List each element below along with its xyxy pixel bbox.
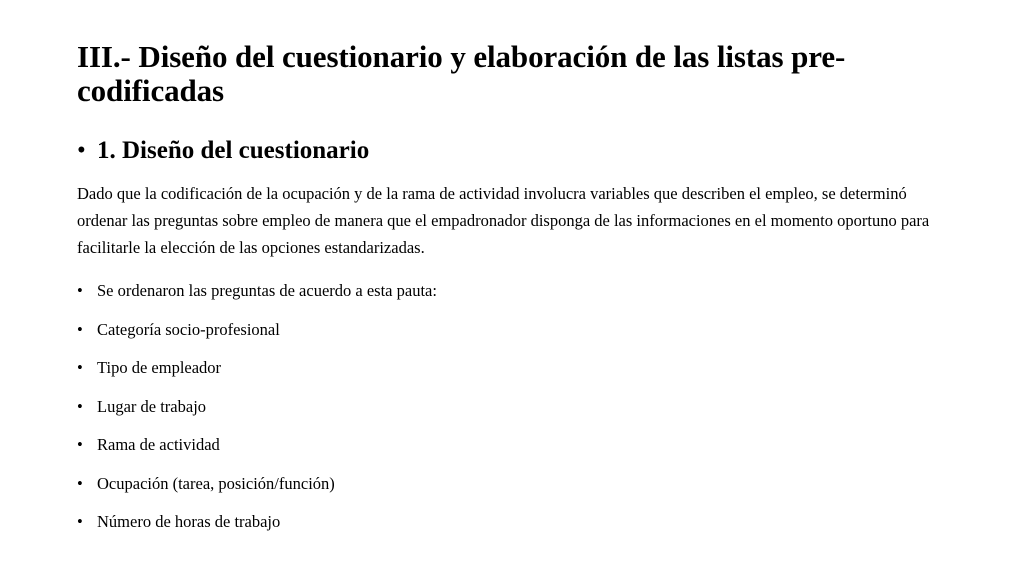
list-item-text: Categoría socio-profesional [97,319,280,339]
bullet-icon: • [77,435,83,454]
list-item [77,393,957,432]
list-item [77,431,957,470]
list-item [77,316,957,355]
bullet-list [77,277,957,547]
list-item-text: Lugar de trabajo [97,396,207,416]
list-item [77,508,957,547]
bullet-icon: • [77,358,83,377]
intro-paragraph: Dado que la codificación de la ocupación y de la rama de actividad involucra variables que describen el empleo, se determinó ordenar las preguntas sobre empleo de manera que el empadronador disponga de las informaciones en el momento oportuno para facilitarle la elección de las opciones estandarizadas. [77,184,930,257]
list-item-text: Número de horas de trabajo [97,512,281,531]
bullet-icon: • [77,281,83,300]
section-heading [77,135,957,167]
list-item [77,277,957,316]
bullet-icon: • [77,396,83,416]
bullet-icon: • [77,473,83,493]
list-item-text: Rama de actividad [97,435,220,454]
list-item-text: Tipo de empleador [97,358,222,377]
list-item-text: Se ordenaron las preguntas de acuerdo a esta pauta: [97,281,437,300]
list-item-text: Ocupación (tarea, posición/función) [97,473,335,493]
list-item [77,470,957,509]
slide-title: III.- Diseño del cuestionario y elaboración de las listas pre-codificadas [77,39,846,108]
list-item [77,354,957,393]
bullet-icon: • [77,137,86,164]
bullet-icon: • [77,319,83,339]
section-heading-text: 1. Diseño del cuestionario [97,137,370,164]
bullet-icon: • [77,512,83,531]
